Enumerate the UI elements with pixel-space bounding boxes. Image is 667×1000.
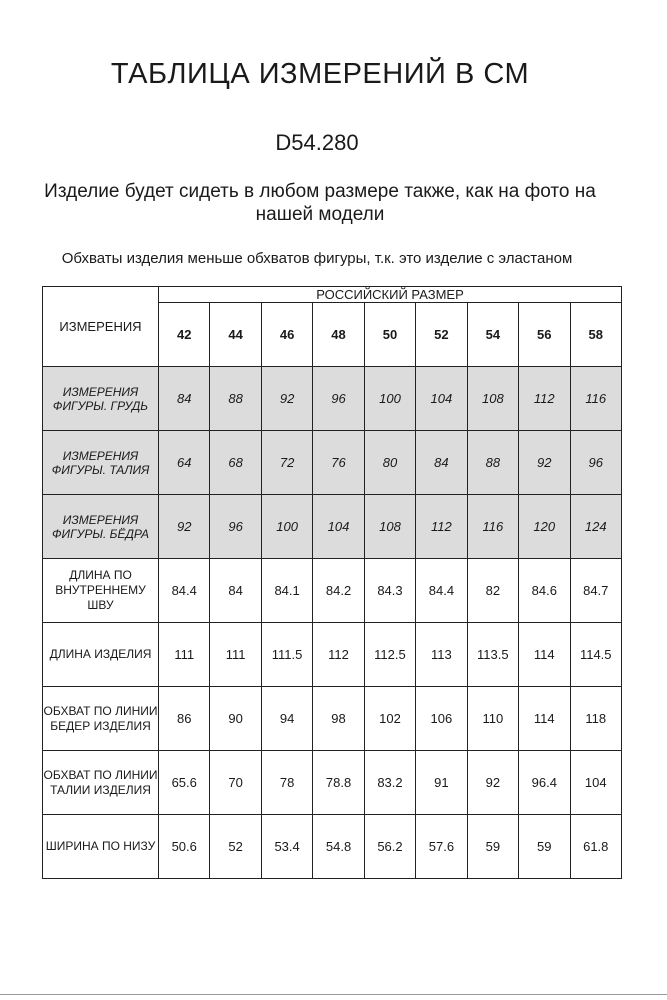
- value-cell: 57.6: [416, 815, 467, 879]
- value-cell: 102: [364, 687, 415, 751]
- value-cell: 110: [467, 687, 518, 751]
- size-cell: 52: [416, 303, 467, 367]
- size-table: [42, 286, 622, 879]
- value-cell: 84.6: [519, 559, 570, 623]
- size-cell: 54: [467, 303, 518, 367]
- value-cell: 56.2: [364, 815, 415, 879]
- value-cell: 70: [210, 751, 261, 815]
- value-cell: 92: [159, 495, 210, 559]
- value-cell: 78: [261, 751, 312, 815]
- value-cell: 104: [313, 495, 364, 559]
- value-cell: 96: [210, 495, 261, 559]
- row-label: ОБХВАТ ПО ЛИНИИ БЕДЕР ИЗДЕЛИЯ: [43, 687, 159, 751]
- value-cell: 104: [416, 367, 467, 431]
- value-cell: 84.7: [570, 559, 622, 623]
- value-cell: 54.8: [313, 815, 364, 879]
- row-label: ИЗМЕРЕНИЯ ФИГУРЫ. БЁДРА: [43, 495, 159, 559]
- value-cell: 65.6: [159, 751, 210, 815]
- value-cell: 84: [416, 431, 467, 495]
- value-cell: 112: [416, 495, 467, 559]
- table-row: [43, 623, 622, 687]
- row-label: ДЛИНА ИЗДЕЛИЯ: [43, 623, 159, 687]
- value-cell: 108: [364, 495, 415, 559]
- value-cell: 68: [210, 431, 261, 495]
- table-row: [43, 495, 622, 559]
- value-cell: 64: [159, 431, 210, 495]
- table-row: [43, 751, 622, 815]
- value-cell: 92: [467, 751, 518, 815]
- size-cell: 44: [210, 303, 261, 367]
- value-cell: 84.2: [313, 559, 364, 623]
- size-header-row: [43, 287, 622, 303]
- value-cell: 113.5: [467, 623, 518, 687]
- row-label: ДЛИНА ПО ВНУТРЕННЕМУ ШВУ: [43, 559, 159, 623]
- value-cell: 52: [210, 815, 261, 879]
- size-cell: 42: [159, 303, 210, 367]
- value-cell: 53.4: [261, 815, 312, 879]
- bottom-border: [0, 994, 667, 995]
- value-cell: 116: [467, 495, 518, 559]
- value-cell: 50.6: [159, 815, 210, 879]
- value-cell: 120: [519, 495, 570, 559]
- value-cell: 92: [519, 431, 570, 495]
- value-cell: 118: [570, 687, 622, 751]
- value-cell: 96: [570, 431, 622, 495]
- value-cell: 84: [210, 559, 261, 623]
- value-cell: 84: [159, 367, 210, 431]
- table-row: [43, 815, 622, 879]
- value-cell: 114.5: [570, 623, 622, 687]
- value-cell: 61.8: [570, 815, 622, 879]
- size-cell: 50: [364, 303, 415, 367]
- article-number: D54.280: [275, 130, 359, 155]
- value-cell: 96.4: [519, 751, 570, 815]
- row-label: ИЗМЕРЕНИЯ ФИГУРЫ. ТАЛИЯ: [43, 431, 159, 495]
- value-cell: 80: [364, 431, 415, 495]
- row-label: ОБХВАТ ПО ЛИНИИ ТАЛИИ ИЗДЕЛИЯ: [43, 751, 159, 815]
- value-cell: 100: [261, 495, 312, 559]
- value-cell: 114: [519, 687, 570, 751]
- value-cell: 112: [313, 623, 364, 687]
- value-cell: 88: [210, 367, 261, 431]
- value-cell: 84.4: [416, 559, 467, 623]
- value-cell: 83.2: [364, 751, 415, 815]
- value-cell: 91: [416, 751, 467, 815]
- table-row: [43, 431, 622, 495]
- value-cell: 82: [467, 559, 518, 623]
- size-cell: 56: [519, 303, 570, 367]
- value-cell: 96: [313, 367, 364, 431]
- row-label: ИЗМЕРЕНИЯ ФИГУРЫ. ГРУДЬ: [43, 367, 159, 431]
- value-cell: 106: [416, 687, 467, 751]
- size-cell: 58: [570, 303, 622, 367]
- value-cell: 84.4: [159, 559, 210, 623]
- value-cell: 111: [210, 623, 261, 687]
- measurement-header: ИЗМЕРЕНИЯ: [43, 287, 159, 367]
- value-cell: 113: [416, 623, 467, 687]
- value-cell: 100: [364, 367, 415, 431]
- value-cell: 98: [313, 687, 364, 751]
- value-cell: 111: [159, 623, 210, 687]
- row-label: ШИРИНА ПО НИЗУ: [43, 815, 159, 879]
- size-system-header: РОССИЙСКИЙ РАЗМЕР: [159, 287, 622, 303]
- value-cell: 86: [159, 687, 210, 751]
- value-cell: 114: [519, 623, 570, 687]
- value-cell: 111.5: [261, 623, 312, 687]
- size-cell: 46: [261, 303, 312, 367]
- value-cell: 76: [313, 431, 364, 495]
- value-cell: 84.3: [364, 559, 415, 623]
- value-cell: 92: [261, 367, 312, 431]
- value-cell: 59: [519, 815, 570, 879]
- value-cell: 59: [467, 815, 518, 879]
- size-cell: 48: [313, 303, 364, 367]
- value-cell: 116: [570, 367, 622, 431]
- value-cell: 112.5: [364, 623, 415, 687]
- value-cell: 78.8: [313, 751, 364, 815]
- elastic-note: Обхваты изделия меньше обхватов фигуры, т.к. это изделие с эластаном: [61, 250, 573, 267]
- table-row: [43, 687, 622, 751]
- value-cell: 90: [210, 687, 261, 751]
- value-cell: 88: [467, 431, 518, 495]
- value-cell: 112: [519, 367, 570, 431]
- fit-note: Изделие будет сидеть в любом размере также, как на фото на нашей модели: [44, 181, 596, 225]
- value-cell: 104: [570, 751, 622, 815]
- table-row: [43, 367, 622, 431]
- value-cell: 124: [570, 495, 622, 559]
- table-row: [43, 559, 622, 623]
- value-cell: 84.1: [261, 559, 312, 623]
- value-cell: 72: [261, 431, 312, 495]
- page-title: ТАБЛИЦА ИЗМЕРЕНИЙ В СМ: [110, 58, 530, 90]
- value-cell: 94: [261, 687, 312, 751]
- value-cell: 108: [467, 367, 518, 431]
